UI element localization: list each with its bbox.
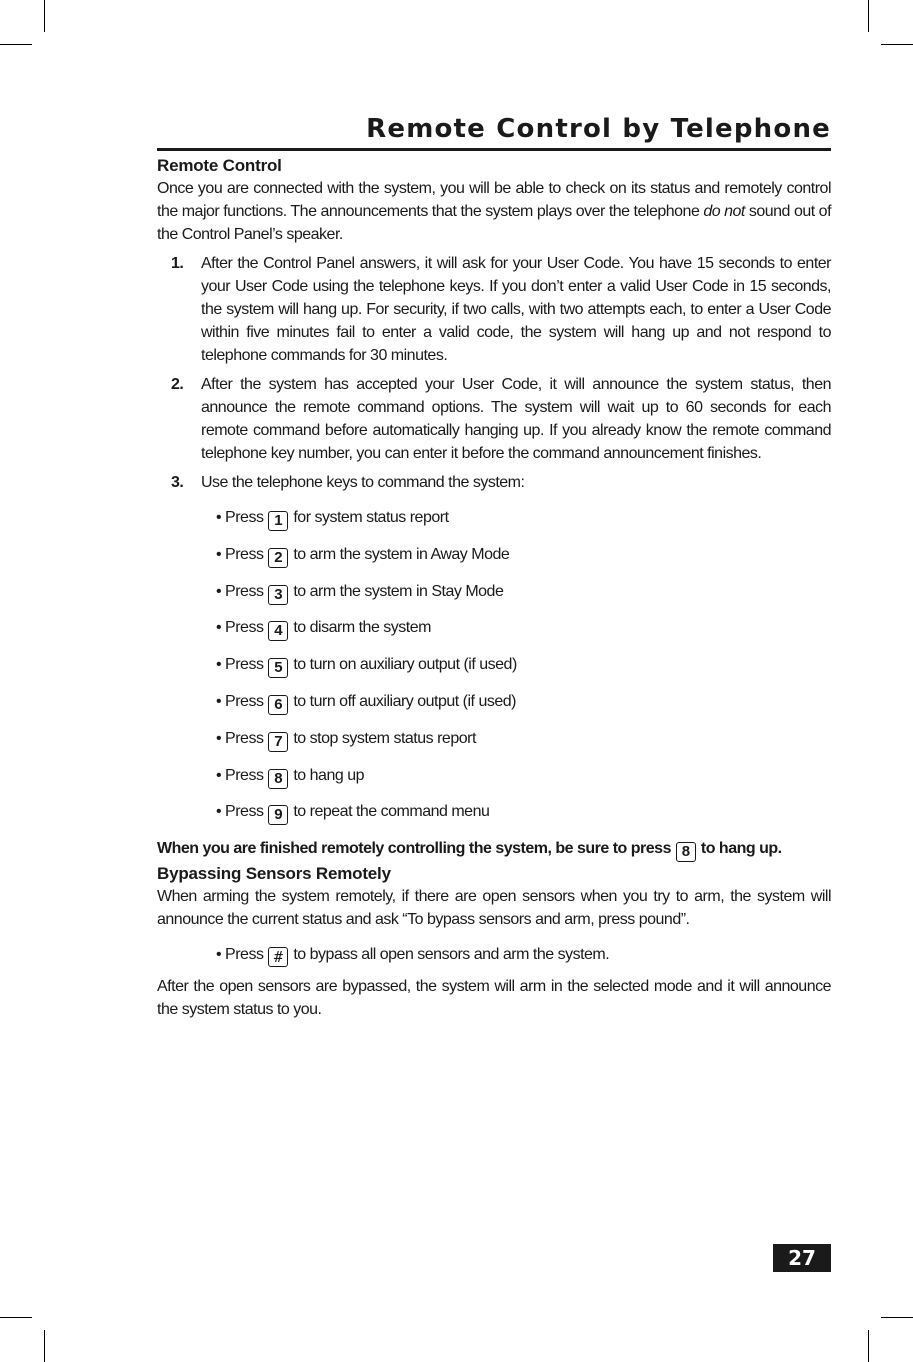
- bypassing-intro: When arming the system remotely, if there are open sensors when you try to arm, the system will announce the current status and ask “To bypass sensors and arm, press pound”.: [157, 888, 831, 929]
- page-title: Remote Control by Telephone: [366, 114, 831, 144]
- press-label: • Press: [216, 766, 264, 784]
- telephone-key-icon: 7: [268, 732, 288, 752]
- bypassing-outro: After the open sensors are bypassed, the system will arm in the selected mode and it will announce the system status to you.: [157, 978, 831, 1019]
- command-action: to bypass all open sensors and arm the system.: [293, 946, 610, 964]
- bypassing-heading: Bypassing Sensors Remotely: [157, 864, 391, 884]
- step-item: [157, 471, 831, 494]
- pound-key-icon: #: [268, 947, 288, 967]
- press-label: • Press: [216, 946, 264, 964]
- finish-instruction: [157, 837, 831, 862]
- bypass-command-list: [216, 943, 831, 967]
- telephone-key-icon: 8: [676, 842, 696, 862]
- telephone-key-icon: 6: [268, 695, 288, 715]
- crop-mark: [881, 44, 913, 45]
- remote-control-intro: [157, 177, 831, 246]
- step-number: 3.: [171, 474, 184, 491]
- telephone-key-icon: 9: [268, 805, 288, 825]
- finish-text: When you are finished remotely controlling the system, be sure to press: [157, 840, 671, 858]
- step-item: [157, 252, 831, 367]
- intro-text-end: sound out of the Control Panel’s speaker.: [157, 203, 832, 243]
- command-item: [216, 800, 831, 824]
- crop-mark: [44, 1330, 45, 1362]
- press-label: • Press: [216, 692, 264, 710]
- step-number: 1.: [171, 255, 184, 272]
- intro-text: Once you are connected with the system, you will be able to check on its status and remotely control the major functions. The announcements that the system plays over the telephone: [157, 180, 831, 220]
- command-item: [216, 506, 831, 530]
- command-action: to hang up: [293, 766, 364, 784]
- command-item: [216, 943, 831, 967]
- command-item: [216, 727, 831, 751]
- command-item: [216, 543, 831, 567]
- command-item: [216, 653, 831, 677]
- page-number: 27: [773, 1244, 831, 1272]
- title-rule: [157, 148, 831, 151]
- command-action: to disarm the system: [293, 619, 431, 637]
- command-item: [216, 764, 831, 788]
- crop-mark: [0, 44, 32, 45]
- page-content: [157, 154, 831, 1021]
- command-action: to stop system status report: [293, 729, 476, 747]
- crop-mark: [0, 1317, 32, 1318]
- step-text: After the system has accepted your User Code, it will announce the system status, then announce the remote command options. The system will wait up to 60 seconds for each remote command before automatically hanging up. If you already know the remote command telephone key number, you can enter it before the command announcement finishes.: [201, 376, 831, 462]
- press-label: • Press: [216, 545, 264, 563]
- step-item: [157, 373, 831, 465]
- command-action: to arm the system in Away Mode: [293, 545, 510, 563]
- step-number: 2.: [171, 376, 184, 393]
- command-action: for system status report: [293, 509, 449, 526]
- command-action: to turn off auxiliary output (if used): [293, 692, 516, 710]
- remote-control-heading: Remote Control: [157, 156, 282, 175]
- press-label: • Press: [216, 619, 264, 637]
- crop-mark: [868, 1330, 869, 1362]
- intro-emphasis: do not: [703, 203, 745, 220]
- command-list: [216, 506, 831, 824]
- telephone-key-icon: 2: [268, 548, 288, 568]
- crop-mark: [868, 0, 869, 32]
- crop-mark: [44, 0, 45, 32]
- telephone-key-icon: 3: [268, 585, 288, 605]
- command-action: to repeat the command menu: [293, 803, 490, 821]
- telephone-key-icon: 1: [268, 511, 288, 531]
- step-text: Use the telephone keys to command the system:: [201, 474, 525, 491]
- command-action: to turn on auxiliary output (if used): [293, 656, 517, 674]
- telephone-key-icon: 4: [268, 621, 288, 641]
- press-label: • Press: [216, 803, 264, 821]
- command-item: [216, 616, 831, 640]
- telephone-key-icon: 8: [268, 769, 288, 789]
- crop-mark: [881, 1317, 913, 1318]
- press-label: • Press: [216, 509, 264, 526]
- step-text: After the Control Panel answers, it will ask for your User Code. You have 15 seconds to enter your User Code using the telephone keys. If you don’t enter a valid User Code in 15 seconds, the system will hang up. For security, if two calls, with two attempts each, to enter a User Code within five minutes fail to enter a valid code, the system will hang up and not respond to telephone commands for 30 minutes.: [201, 255, 831, 364]
- command-item: [216, 580, 831, 604]
- press-label: • Press: [216, 582, 264, 600]
- telephone-key-icon: 5: [268, 658, 288, 678]
- press-label: • Press: [216, 656, 264, 674]
- command-item: [216, 690, 831, 714]
- steps-list: [157, 252, 831, 494]
- command-action: to arm the system in Stay Mode: [293, 582, 504, 600]
- finish-text-end: to hang up.: [700, 840, 782, 858]
- press-label: • Press: [216, 729, 264, 747]
